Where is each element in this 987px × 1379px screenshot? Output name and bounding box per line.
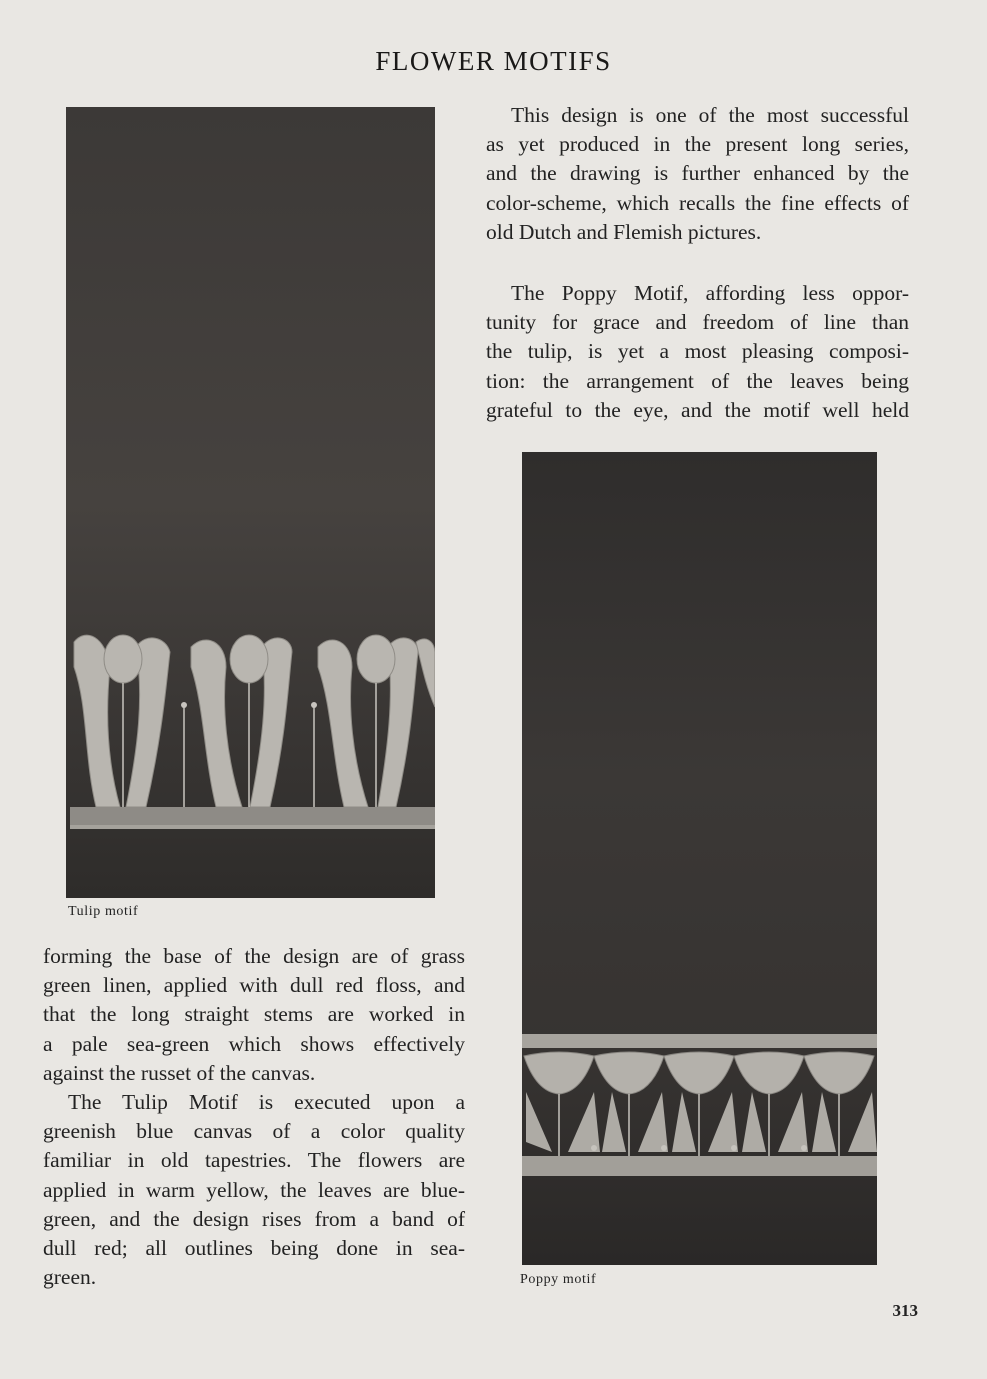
- text-line: grateful to the eye, and the motif well held: [486, 397, 909, 422]
- poppy-caption: Poppy motif: [520, 1272, 597, 1287]
- text-line: as yet produced in the present long series,: [486, 132, 909, 157]
- tulip-caption: Tulip motif: [68, 904, 139, 919]
- text-line: familiar in old tapestries. The flowers are: [43, 1148, 465, 1173]
- tulip-motif-photo: [66, 107, 435, 898]
- text-line: dull red; all outlines being done in sea-: [43, 1236, 465, 1261]
- text-line: color-scheme, which recalls the fine effects of: [486, 190, 909, 215]
- paragraph-tulip: [43, 1088, 465, 1292]
- page-number: 313: [892, 1301, 918, 1320]
- text-line: against the russet of the canvas.: [43, 1060, 316, 1085]
- text-line: applied in warm yellow, the leaves are blue-: [43, 1177, 465, 1202]
- text-line: old Dutch and Flemish pictures.: [486, 219, 762, 244]
- text-line: tion: the arrangement of the leaves being: [486, 368, 909, 393]
- text-line: tunity for grace and freedom of line than: [486, 310, 909, 335]
- text-line: green linen, applied with dull red floss, and: [43, 973, 465, 998]
- text-line: that the long straight stems are worked in: [43, 1002, 465, 1027]
- text-line: green.: [43, 1265, 97, 1290]
- text-line: greenish blue canvas of a color quality: [43, 1119, 465, 1144]
- text-line: The Poppy Motif, affording less oppor-: [511, 281, 909, 305]
- text-line: The Tulip Motif is executed upon a: [68, 1090, 465, 1114]
- text-line: the tulip, is yet a most pleasing composi-: [486, 339, 909, 364]
- poppy-motif-photo: [522, 452, 877, 1265]
- paragraph-intro: [486, 101, 909, 247]
- text-line: a pale sea-green which shows effectively: [43, 1031, 465, 1056]
- page-title: FLOWER MOTIFS: [375, 46, 612, 76]
- paragraph-poppy: [486, 279, 909, 425]
- text-line: green, and the design rises from a band of: [43, 1206, 465, 1231]
- text-line: This design is one of the most successful: [511, 103, 909, 127]
- paragraph-continuation: [43, 942, 465, 1088]
- text-line: forming the base of the design are of grass: [43, 944, 465, 968]
- text-line: and the drawing is further enhanced by the: [486, 161, 909, 186]
